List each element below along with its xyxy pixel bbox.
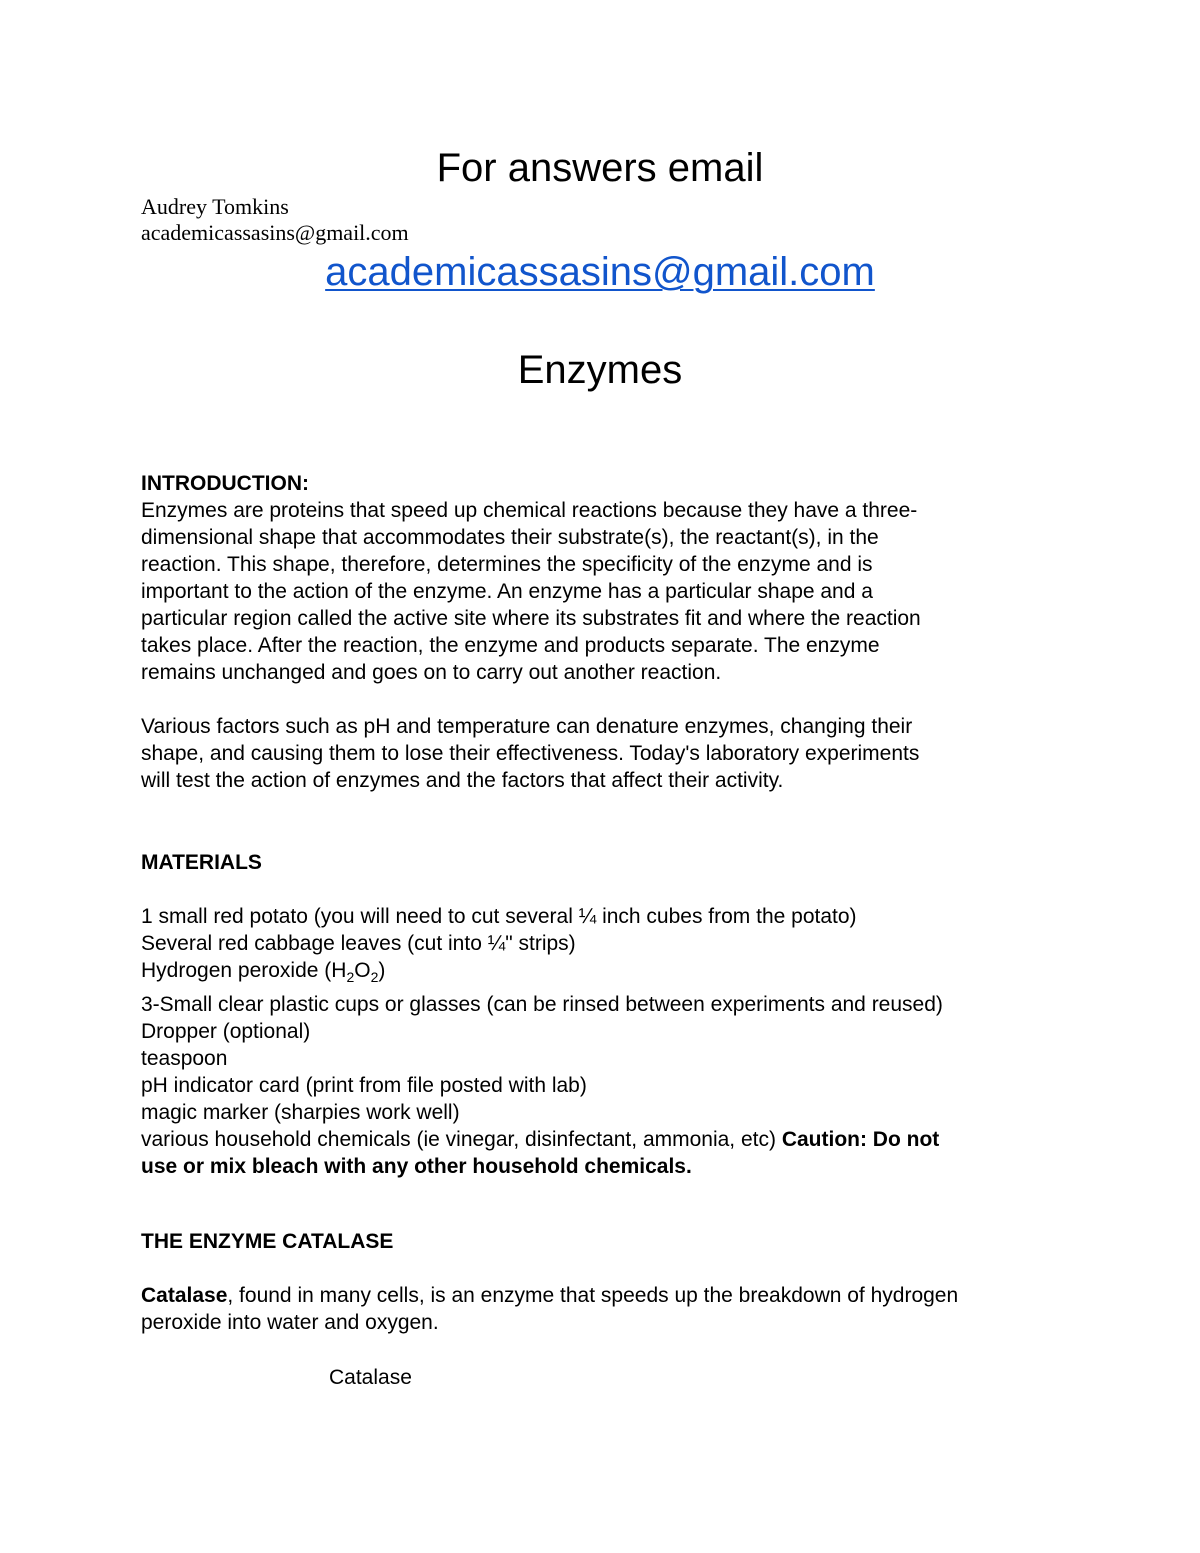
page-title: For answers email [436,146,764,190]
text-line: remains unchanged and goes on to carry out another reaction. [141,661,722,684]
text-line: takes place. After the reaction, the enzyme and products separate. The enzyme [141,634,880,657]
author-name: Audrey Tomkins [141,194,289,219]
peroxide-mid: O [354,959,371,982]
text-line: shape, and causing them to lose their effectiveness. Today's laboratory experiments [141,742,920,765]
text-line: dimensional shape that accommodates their substrate(s), the reactant(s), in the [141,526,879,549]
text-line: Various factors such as pH and temperature can denature enzymes, changing their [141,715,913,738]
peroxide-prefix: Hydrogen peroxide (H [141,959,347,982]
introduction-paragraph-2 [141,713,1071,794]
document-title: Enzymes [517,348,683,392]
list-item: magic marker (sharpies work well) [141,1101,460,1125]
equation-catalase-label: Catalase [329,1366,412,1389]
materials-list [141,903,1071,1180]
email-link-container [0,248,1200,296]
chemicals-text: various household chemicals (ie vinegar, disinfectant, ammonia, etc) [141,1128,782,1152]
catalase-heading: THE ENZYME CATALASE [141,1230,394,1253]
materials-heading: MATERIALS [141,851,262,874]
text-line [141,1282,1071,1309]
catalase-paragraph [141,1282,1071,1336]
list-item: 3-Small clear plastic cups or glasses (can be rinsed between experiments and reused) [141,993,943,1017]
subscript: 2 [370,969,379,986]
catalase-term: Catalase [141,1284,228,1307]
text-line: important to the action of the enzyme. An enzyme has a particular shape and a [141,580,873,603]
text-line: particular region called the active site where its substrates fit and where the reaction [141,607,921,630]
list-item-household-chemicals [141,1126,1071,1153]
list-item: Several red cabbage leaves (cut into ¼" strips) [141,932,576,955]
author-email: academicassasins@gmail.com [141,220,409,245]
list-item-hydrogen-peroxide [141,957,1071,991]
text-line: will test the action of enzymes and the factors that affect their activity. [141,769,784,792]
list-item: 1 small red potato (you will need to cut several ¼ inch cubes from the potato) [141,905,857,928]
caution-text-continued: use or mix bleach with any other household chemicals. [141,1155,692,1179]
caution-text: Caution: Do not [781,1128,940,1152]
list-item: teaspoon [141,1047,228,1071]
list-item: pH indicator card (print from file posted with lab) [141,1074,587,1098]
text-line: reaction. This shape, therefore, determines the specificity of the enzyme and is [141,553,873,576]
text-line: Enzymes are proteins that speed up chemical reactions because they have a three- [141,499,918,522]
text-line: peroxide into water and oxygen. [141,1311,439,1334]
subscript: 2 [346,969,355,986]
introduction-heading: INTRODUCTION: [141,472,309,495]
list-item: Dropper (optional) [141,1020,311,1044]
peroxide-suffix: ) [378,959,386,982]
email-link[interactable]: academicassasins@gmail.com [325,250,875,294]
catalase-description: , found in many cells, is an enzyme that speeds up the breakdown of hydrogen [227,1284,959,1307]
introduction-paragraph-1 [141,497,1071,686]
